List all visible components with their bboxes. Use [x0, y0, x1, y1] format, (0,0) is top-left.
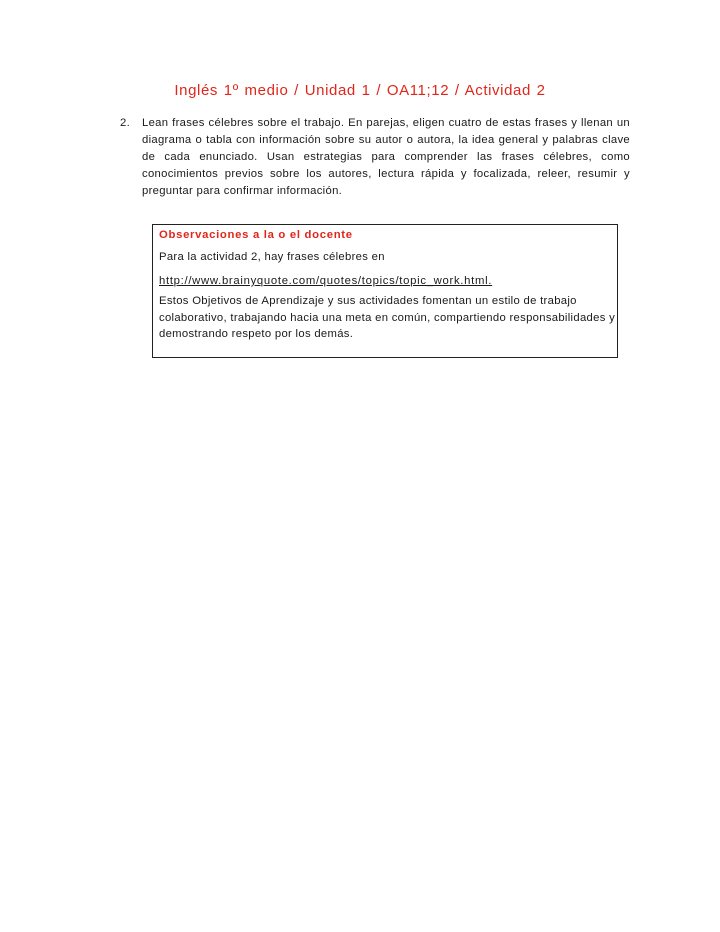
teacher-notes-body: Estos Objetivos de Aprendizaje y sus actividades fomentan un estilo de trabajo colaborativo, trabajando hacia una meta en común, compartiendo responsabilidades y demostrando respeto por los demás.	[159, 295, 616, 340]
teacher-notes-box	[152, 224, 618, 358]
activity-item	[120, 115, 630, 200]
activity-number: 2.	[120, 117, 131, 129]
page-title: Inglés 1º medio / Unidad 1 / OA11;12 / Actividad 2	[174, 82, 546, 99]
activity-description: Lean frases célebres sobre el trabajo. En parejas, eligen cuatro de estas frases y llenan un diagrama o tabla con información sobre su autor o autora, la idea general y palabras clave de cada enunciado. Usan estrategias para comprender las frases célebres, como conocimientos previos sobre los autores, lectura rápida y focalizada, releer, resumir y preguntar para confirmar información.	[142, 117, 630, 197]
teacher-notes-title: Observaciones a la o el docente	[159, 229, 353, 241]
teacher-notes-intro: Para la actividad 2, hay frases célebres en	[159, 251, 385, 263]
quotes-link[interactable]: http://www.brainyquote.com/quotes/topics/topic_work.html.	[159, 275, 493, 287]
